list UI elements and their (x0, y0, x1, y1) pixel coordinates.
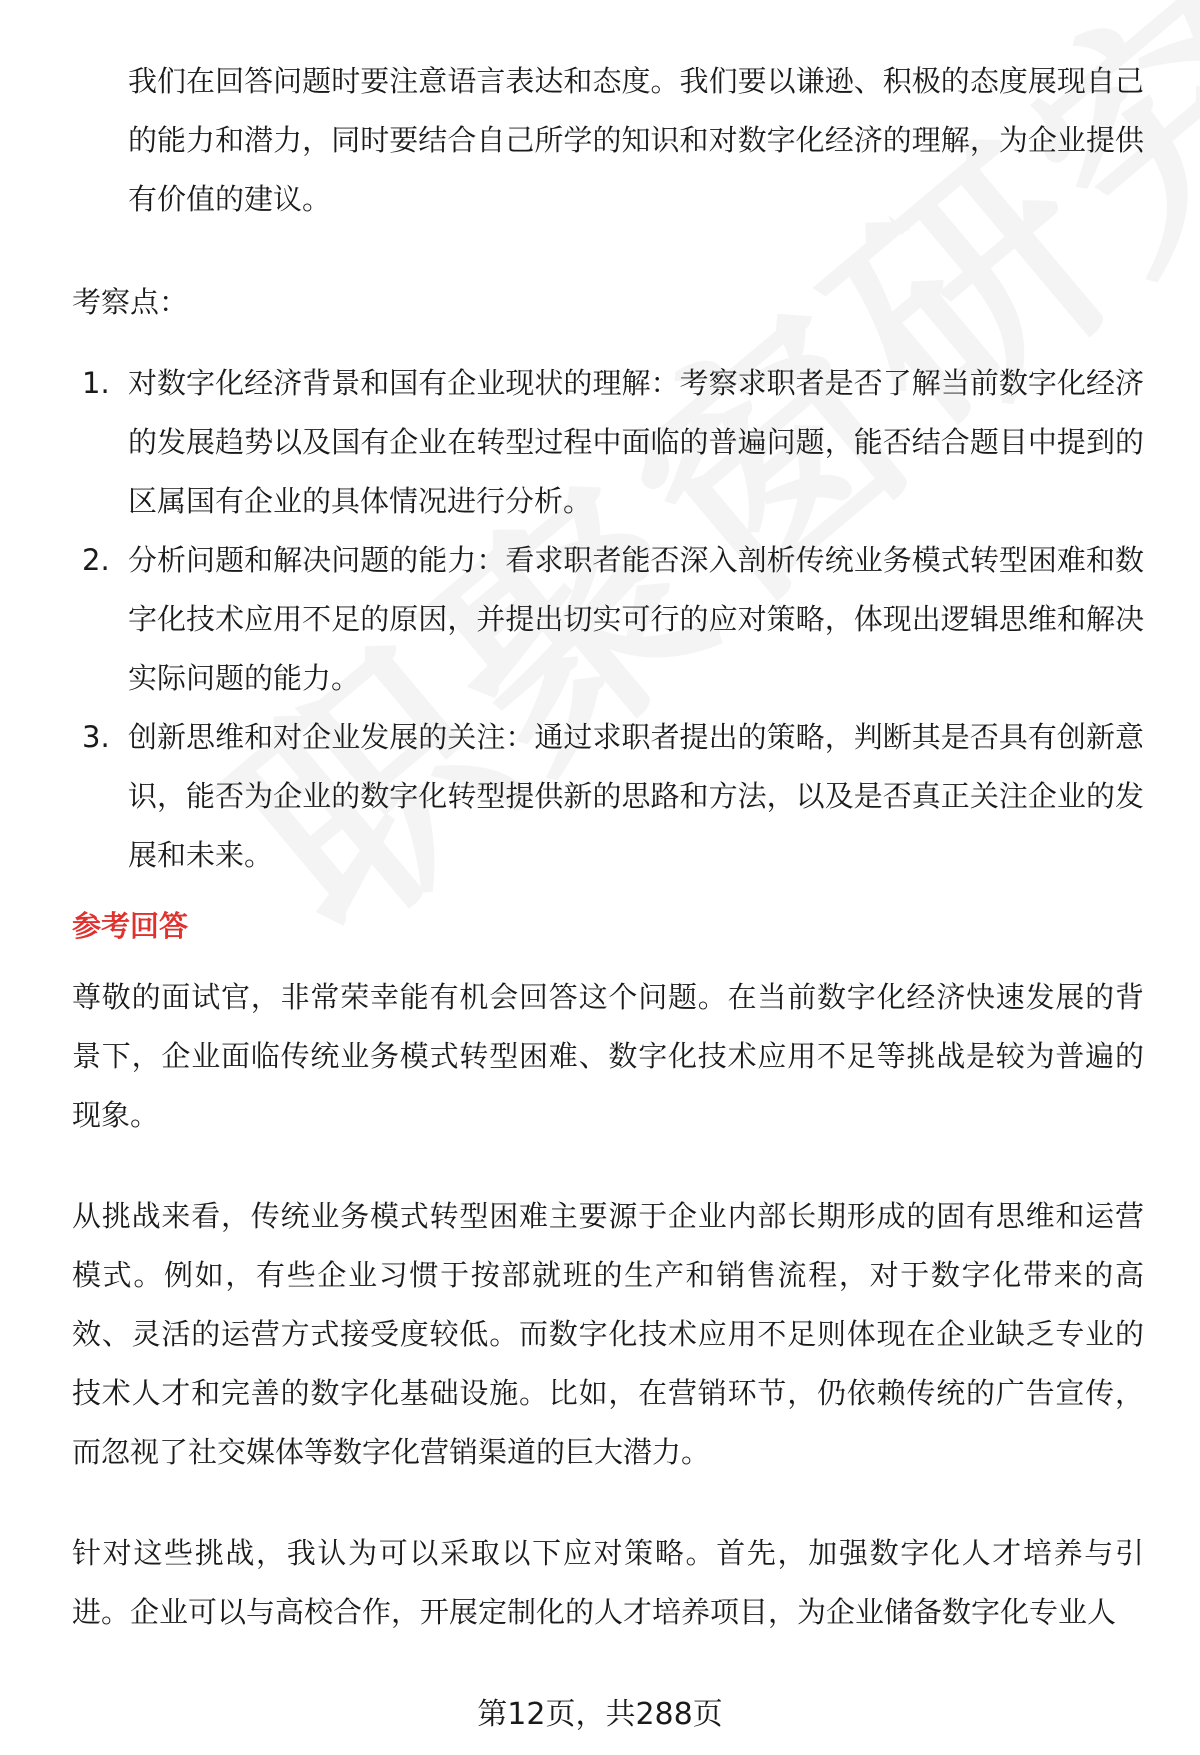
list-item-text: 创新思维和对企业发展的关注：通过求职者提出的策略，判断其是否具有创新意识，能否为企业的数字化转型提供新的思路和方法，以及是否真正关注企业的发展和未来。 (128, 720, 1144, 872)
list-item (72, 531, 1144, 708)
list-item-number: 1. (82, 366, 110, 400)
answer-paragraph: 从挑战来看，传统业务模式转型困难主要源于企业内部长期形成的固有思维和运营模式。例如，有些企业习惯于按部就班的生产和销售流程，对于数字化带来的高效、灵活的运营方式接受度较低。而数字化技术应用不足则体现在企业缺乏专业的技术人才和完善的数字化基础设施。比如，在营销环节，仍依赖传统的广告宣传，而忽视了社交媒体等数字化营销渠道的巨大潜力。 (72, 1199, 1144, 1469)
points-label: 考察点： (72, 285, 189, 319)
document-page (72, 52, 1144, 1642)
list-item-number: 3. (82, 720, 110, 754)
list-item-number: 2. (82, 543, 110, 577)
list-item (72, 354, 1144, 531)
intro-paragraph: 我们在回答问题时要注意语言表达和态度。我们要以谦逊、积极的态度展现自己的能力和潜力，同时要结合自己所学的知识和对数字化经济的理解，为企业提供有价值的建议。 (128, 64, 1144, 216)
answer-heading: 参考回答 (72, 909, 189, 943)
evaluation-points-list (72, 354, 1144, 885)
list-item (72, 708, 1144, 885)
list-item-text: 对数字化经济背景和国有企业现状的理解：考察求职者是否了解当前数字化经济的发展趋势以及国有企业在转型过程中面临的普遍问题，能否结合题目中提到的区属国有企业的具体情况进行分析。 (128, 366, 1144, 518)
answer-paragraph: 尊敬的面试官，非常荣幸能有机会回答这个问题。在当前数字化经济快速发展的背景下，企业面临传统业务模式转型困难、数字化技术应用不足等挑战是较为普遍的现象。 (72, 980, 1144, 1132)
page-number-footer: 第12页，共288页 (477, 1697, 723, 1732)
answer-paragraph: 针对这些挑战，我认为可以采取以下应对策略。首先，加强数字化人才培养与引进。企业可以与高校合作，开展定制化的人才培养项目，为企业储备数字化专业人 (72, 1536, 1144, 1629)
list-item-text: 分析问题和解决问题的能力：看求职者能否深入剖析传统业务模式转型困难和数字化技术应用不足的原因，并提出切实可行的应对策略，体现出逻辑思维和解决实际问题的能力。 (128, 543, 1144, 695)
